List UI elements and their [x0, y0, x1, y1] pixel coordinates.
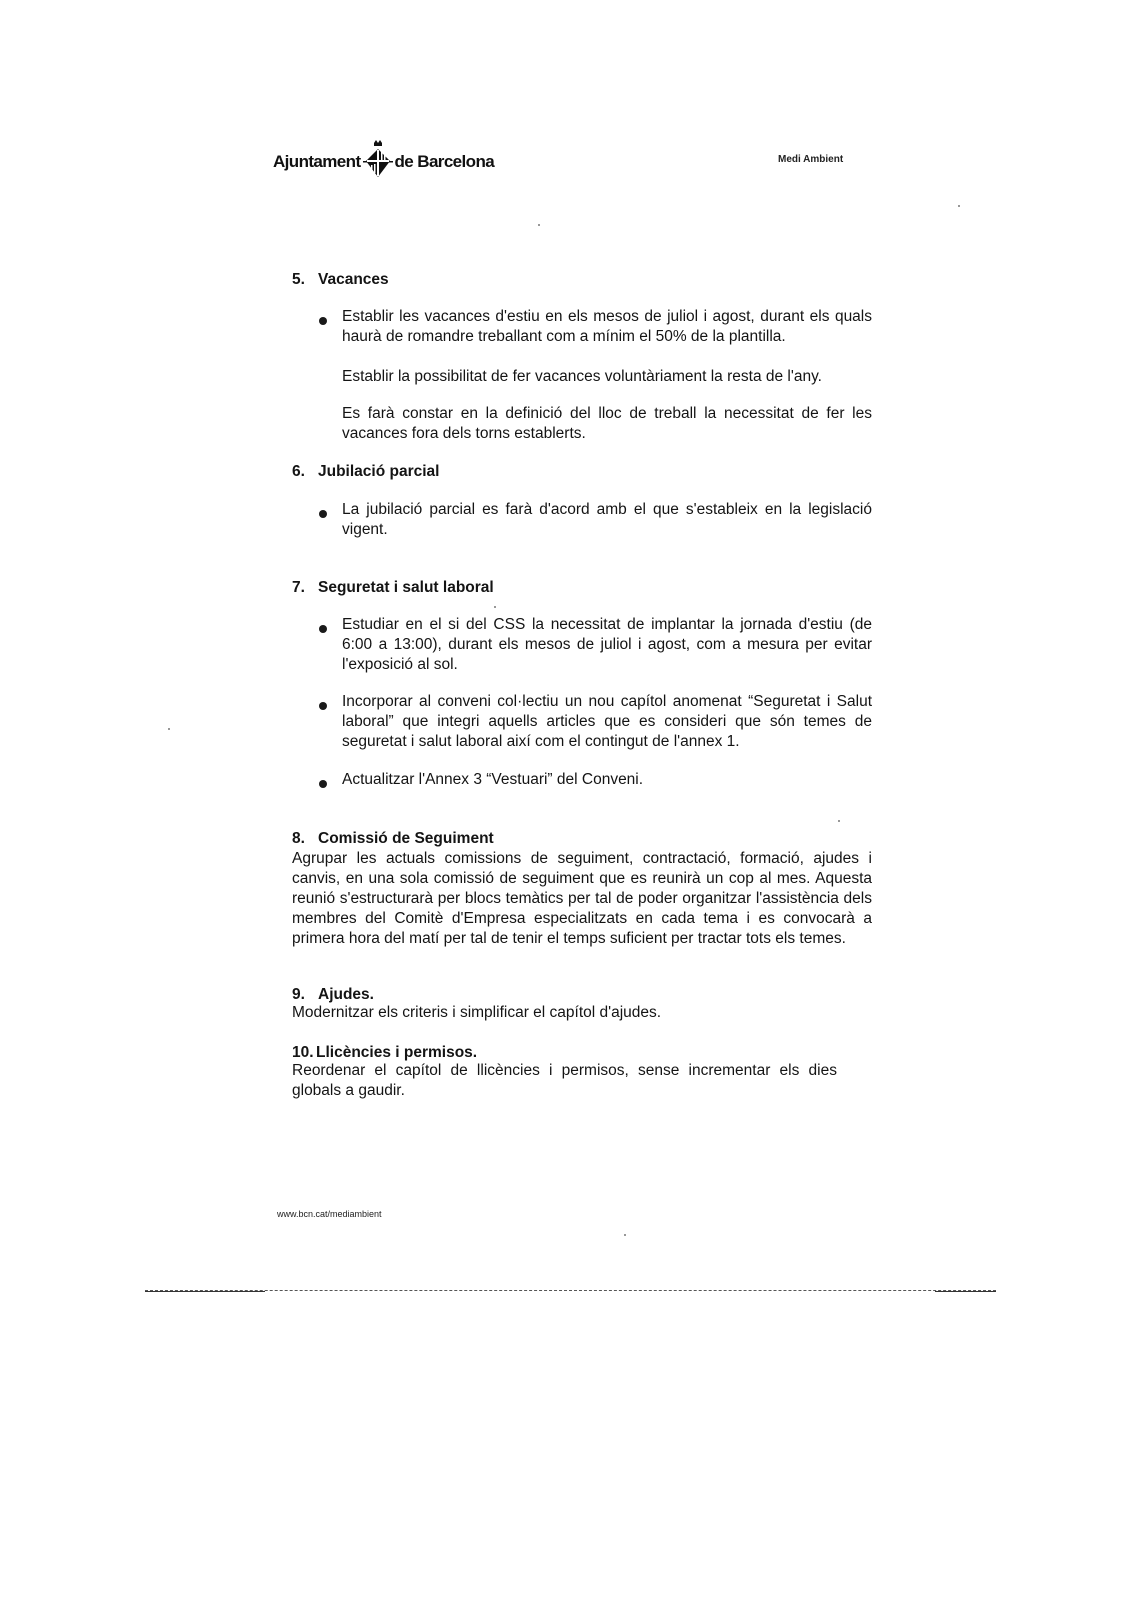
section-number: 8.	[292, 830, 305, 847]
section-9-heading	[292, 985, 374, 1005]
section-7-item-2: Incorporar al conveni col·lectiu un nou capítol anomenat “Seguretat i Salut laboral” que integri aquells articles que es consideri que són temes de seguretat i salut laboral així com el contingut de l'annex 1.	[342, 693, 872, 750]
section-number: 9.	[292, 986, 305, 1003]
bullet-icon	[319, 317, 327, 325]
section-number: 7.	[292, 579, 305, 596]
section-title: Llicències i permisos.	[316, 1044, 478, 1061]
scan-speck	[168, 728, 170, 730]
scan-edge-line-right	[935, 1291, 996, 1292]
department-label: Medi Ambient	[778, 154, 844, 165]
section-8-body: Agrupar les actuals comissions de seguiment, contractació, formació, ajudes i canvis, en una sola comissió de seguiment que es reunirà un cop al mes. Aquesta reunió s'estructurarà per blocs temàtics per tal de poder organitzar l'assistència dels membres del Comitè d'Empresa especialitzats en cada tema i es convocarà a primera hora del matí per tal de tenir el temps suficient per tractar tots els temes.	[292, 850, 872, 947]
bullet-icon	[319, 780, 327, 788]
bullet-icon	[319, 702, 327, 710]
scan-speck	[624, 1234, 626, 1236]
section-8-heading	[292, 829, 494, 849]
section-5-item-1: Establir les vacances d'estiu en els mesos de juliol i agost, durant els quals haurà de romandre treballant com a mínim el 50% de la plantilla.	[342, 308, 872, 345]
section-title: Seguretat i salut laboral	[318, 579, 494, 596]
bullet-icon	[319, 625, 327, 633]
section-10-heading	[292, 1043, 477, 1063]
section-title: Ajudes.	[318, 986, 374, 1003]
logo-text-left: Ajuntament	[273, 152, 361, 171]
section-number: 10.	[292, 1044, 314, 1061]
scan-speck	[958, 205, 960, 207]
section-7-item-1: Estudiar en el si del CSS la necessitat de implantar la jornada d'estiu (de 6:00 a 13:00), durant els mesos de juliol i agost, com a mesura per evitar l'exposició al sol.	[342, 616, 872, 673]
ajuntament-logo	[273, 137, 494, 187]
section-5-paragraph-2: Establir la possibilitat de fer vacances voluntàriament la resta de l'any.	[342, 368, 822, 385]
section-5-heading	[292, 270, 389, 290]
footer-url: www.bcn.cat/mediambient	[277, 1209, 382, 1219]
scan-speck	[838, 820, 840, 822]
section-6-heading	[292, 462, 439, 482]
scan-edge-line-left	[145, 1291, 265, 1292]
section-9-body: Modernitzar els criteris i simplificar el capítol d'ajudes.	[292, 1004, 662, 1021]
scan-speck	[494, 606, 496, 608]
section-7-item-3: Actualitzar l'Annex 3 “Vestuari” del Conveni.	[342, 771, 644, 788]
section-6-item-1: La jubilació parcial es farà d'acord amb el que s'estableix en la legislació vigent.	[342, 501, 872, 538]
scan-edge-dashed	[145, 1290, 996, 1291]
section-number: 5.	[292, 271, 305, 288]
section-title: Jubilació parcial	[318, 463, 440, 480]
section-number: 6.	[292, 463, 305, 480]
scan-speck	[538, 224, 540, 226]
section-title: Comissió de Seguiment	[318, 830, 494, 847]
logo-text-right: de Barcelona	[394, 152, 495, 171]
section-title: Vacances	[318, 271, 389, 288]
section-5-paragraph-3: Es farà constar en la definició del lloc de treball la necessitat de fer les vacances fora dels torns establerts.	[342, 405, 872, 442]
section-7-heading	[292, 578, 494, 598]
bullet-icon	[319, 510, 327, 518]
section-10-body: Reordenar el capítol de llicències i permisos, sense incrementar els dies globals a gaudir.	[292, 1062, 837, 1099]
barcelona-shield-icon	[363, 137, 393, 187]
